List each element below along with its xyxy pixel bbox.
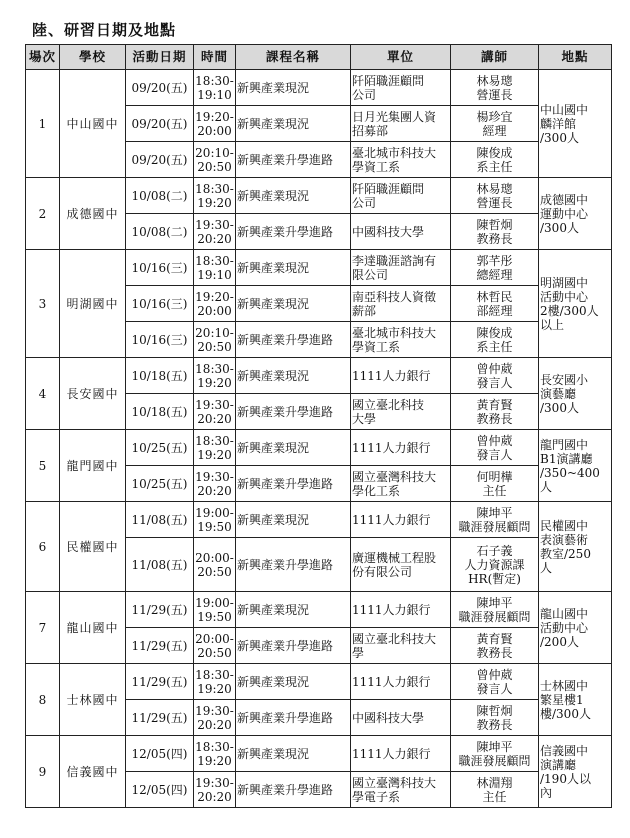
lecturer-cell <box>451 286 539 322</box>
lecturer-cell-text: 曾仲葳 發言人 <box>476 667 513 696</box>
date-cell-text: 12/05(四) <box>131 782 188 797</box>
date-cell <box>126 664 194 700</box>
location-cell <box>539 358 612 430</box>
location-cell <box>539 430 612 502</box>
date-cell <box>126 142 194 178</box>
course-cell <box>236 538 351 592</box>
time-cell <box>194 466 236 502</box>
date-cell <box>126 106 194 142</box>
header-lecturer: 講師 <box>451 45 539 70</box>
lecturer-cell-text: 林哲民 部經理 <box>476 289 513 318</box>
course-cell-text: 新興產業升學進路 <box>237 332 334 347</box>
session-cell <box>26 430 60 502</box>
lecturer-cell <box>451 430 539 466</box>
session-cell-text: 5 <box>38 458 47 473</box>
location-cell <box>539 736 612 808</box>
time-cell-text: 19:20- 20:00 <box>195 289 234 318</box>
course-cell-text: 新興產業現況 <box>237 440 310 455</box>
location-cell-text: 龍門國中 B1演講廳 /350~400 人 <box>540 437 600 494</box>
unit-cell-text: 1111人力銀行 <box>352 746 431 761</box>
unit-cell-text: 中國科技大學 <box>352 710 425 725</box>
session-cell-text: 7 <box>38 620 47 635</box>
course-cell-text: 新興產業升學進路 <box>237 152 334 167</box>
time-cell-text: 18:30- 19:20 <box>195 433 234 462</box>
unit-cell-text: 阡陌職涯顧問 公司 <box>352 73 425 102</box>
date-cell-text: 10/25(五) <box>131 476 188 491</box>
lecturer-cell-text: 黃育賢 教務長 <box>476 631 513 660</box>
lecturer-cell-text: 陳俊成 系主任 <box>476 325 513 354</box>
date-cell <box>126 628 194 664</box>
unit-cell <box>351 700 451 736</box>
time-cell-text: 19:30- 20:20 <box>195 469 234 498</box>
course-cell <box>236 736 351 772</box>
date-cell-text: 10/16(三) <box>131 260 188 275</box>
course-cell-text: 新興產業現況 <box>237 674 310 689</box>
unit-cell <box>351 142 451 178</box>
school-cell-text: 龍山國中 <box>66 620 119 635</box>
time-cell <box>194 322 236 358</box>
time-cell <box>194 70 236 106</box>
school-cell-text: 長安國中 <box>66 386 119 401</box>
time-cell <box>194 700 236 736</box>
location-cell-text: 信義國中 演講廳 /190人以 內 <box>540 743 591 800</box>
lecturer-cell <box>451 628 539 664</box>
time-cell-text: 18:30- 19:20 <box>195 181 234 210</box>
date-cell-text: 10/16(三) <box>131 332 188 347</box>
lecturer-cell <box>451 772 539 808</box>
date-cell-text: 09/20(五) <box>131 152 188 167</box>
lecturer-cell <box>451 664 539 700</box>
course-cell-text: 新興產業升學進路 <box>237 476 334 491</box>
date-cell <box>126 214 194 250</box>
date-cell-text: 11/29(五) <box>131 602 188 617</box>
lecturer-cell-text: 石子義 人力資源課 HR(暫定) <box>464 543 525 586</box>
lecturer-cell-text: 楊珍宜 經理 <box>476 109 513 138</box>
unit-cell-text: 廣運機械工程股 份有限公司 <box>352 550 437 579</box>
date-cell-text: 11/29(五) <box>131 674 188 689</box>
lecturer-cell <box>451 214 539 250</box>
date-cell-text: 10/25(五) <box>131 440 188 455</box>
school-cell <box>60 430 126 502</box>
course-cell <box>236 772 351 808</box>
time-cell-text: 19:30- 20:20 <box>195 397 234 426</box>
school-cell-text: 龍門國中 <box>66 458 119 473</box>
date-cell-text: 10/08(二) <box>131 188 188 203</box>
course-cell <box>236 70 351 106</box>
lecturer-cell-text: 林易璁 營運長 <box>476 181 513 210</box>
course-cell-text: 新興產業現況 <box>237 116 310 131</box>
unit-cell <box>351 286 451 322</box>
session-cell <box>26 358 60 430</box>
lecturer-cell <box>451 322 539 358</box>
time-cell-text: 19:00- 19:50 <box>195 505 234 534</box>
course-cell <box>236 700 351 736</box>
date-cell <box>126 538 194 592</box>
time-cell <box>194 592 236 628</box>
time-cell-text: 19:00- 19:50 <box>195 595 234 624</box>
time-cell <box>194 772 236 808</box>
date-cell <box>126 358 194 394</box>
school-cell-text: 士林國中 <box>66 692 119 707</box>
location-cell-text: 明湖國中 活動中心 2樓/300人 以上 <box>540 275 599 332</box>
unit-cell <box>351 322 451 358</box>
location-cell-text: 士林國中 繁星樓1 樓/300人 <box>540 678 591 721</box>
lecturer-cell-text: 何明樺 主任 <box>476 469 513 498</box>
lecturer-cell-text: 陳俊成 系主任 <box>476 145 513 174</box>
unit-cell-text: 1111人力銀行 <box>352 368 431 383</box>
time-cell-text: 18:30- 19:20 <box>195 361 234 390</box>
lecturer-cell-text: 陳哲炯 教務長 <box>476 703 513 732</box>
location-cell-text: 民權國中 表演藝術 教室/250 人 <box>540 518 591 575</box>
unit-cell-text: 1111人力銀行 <box>352 674 431 689</box>
session-cell <box>26 592 60 664</box>
unit-cell <box>351 772 451 808</box>
table-row <box>26 430 612 466</box>
time-cell-text: 19:30- 20:20 <box>195 217 234 246</box>
time-cell <box>194 250 236 286</box>
school-cell <box>60 250 126 358</box>
session-cell-text: 8 <box>38 692 47 707</box>
course-cell-text: 新興產業升學進路 <box>237 782 334 797</box>
time-cell-text: 20:10- 20:50 <box>195 325 234 354</box>
lecturer-cell <box>451 358 539 394</box>
date-cell-text: 10/08(二) <box>131 224 188 239</box>
course-cell <box>236 178 351 214</box>
time-cell-text: 20:00- 20:50 <box>195 550 234 579</box>
course-cell <box>236 466 351 502</box>
lecturer-cell-text: 曾仲葳 發言人 <box>476 361 513 390</box>
unit-cell-text: 南亞科技人資徵 薪部 <box>352 289 437 318</box>
lecturer-cell-text: 曾仲葳 發言人 <box>476 433 513 462</box>
course-cell-text: 新興產業升學進路 <box>237 404 334 419</box>
lecturer-cell <box>451 394 539 430</box>
unit-cell-text: 國立臺灣科技大 學電子系 <box>352 775 437 804</box>
lecturer-cell <box>451 538 539 592</box>
location-cell <box>539 592 612 664</box>
time-cell <box>194 106 236 142</box>
school-cell <box>60 178 126 250</box>
schedule-body <box>26 70 612 808</box>
course-cell <box>236 286 351 322</box>
course-cell-text: 新興產業升學進路 <box>237 557 334 572</box>
time-cell <box>194 178 236 214</box>
course-cell-text: 新興產業現況 <box>237 602 310 617</box>
lecturer-cell-text: 黃育賢 教務長 <box>476 397 513 426</box>
unit-cell-text: 臺北城市科技大 學資工系 <box>352 325 437 354</box>
date-cell <box>126 772 194 808</box>
unit-cell <box>351 628 451 664</box>
location-cell-text: 龍山國中 活動中心 /200人 <box>540 606 589 649</box>
time-cell <box>194 394 236 430</box>
lecturer-cell <box>451 178 539 214</box>
course-cell <box>236 322 351 358</box>
section-title: 陸、研習日期及地點 <box>32 21 177 39</box>
lecturer-cell <box>451 250 539 286</box>
location-cell <box>539 178 612 250</box>
time-cell <box>194 538 236 592</box>
location-cell-text: 長安國小 演藝廳 /300人 <box>540 372 589 415</box>
lecturer-cell-text: 陳坤平 職涯發展顧問 <box>458 739 531 768</box>
lecturer-cell-text: 陳哲炯 教務長 <box>476 217 513 246</box>
date-cell <box>126 502 194 538</box>
table-row <box>26 250 612 286</box>
schedule-table <box>25 44 612 808</box>
school-cell <box>60 502 126 592</box>
session-cell-text: 1 <box>38 116 47 131</box>
date-cell <box>126 286 194 322</box>
time-cell <box>194 628 236 664</box>
session-cell <box>26 664 60 736</box>
date-cell <box>126 466 194 502</box>
time-cell-text: 19:30- 20:20 <box>195 775 234 804</box>
unit-cell-text: 國立臺北科技大 學 <box>352 631 437 660</box>
unit-cell <box>351 70 451 106</box>
lecturer-cell <box>451 700 539 736</box>
unit-cell <box>351 736 451 772</box>
course-cell-text: 新興產業現況 <box>237 368 310 383</box>
header-unit: 單位 <box>351 45 451 70</box>
header-course: 課程名稱 <box>236 45 351 70</box>
school-cell <box>60 592 126 664</box>
time-cell-text: 18:30- 19:10 <box>195 73 234 102</box>
school-cell <box>60 358 126 430</box>
header-session: 場次 <box>26 45 60 70</box>
course-cell-text: 新興產業現況 <box>237 188 310 203</box>
unit-cell-text: 1111人力銀行 <box>352 512 431 527</box>
course-cell-text: 新興產業升學進路 <box>237 224 334 239</box>
course-cell <box>236 250 351 286</box>
course-cell <box>236 394 351 430</box>
unit-cell <box>351 664 451 700</box>
date-cell-text: 09/20(五) <box>131 80 188 95</box>
date-cell-text: 10/18(五) <box>131 404 188 419</box>
time-cell-text: 20:10- 20:50 <box>195 145 234 174</box>
session-cell-text: 6 <box>38 539 47 554</box>
date-cell-text: 11/29(五) <box>131 710 188 725</box>
unit-cell <box>351 394 451 430</box>
time-cell <box>194 502 236 538</box>
lecturer-cell-text: 陳坤平 職涯發展顧問 <box>458 505 531 534</box>
course-cell <box>236 502 351 538</box>
unit-cell <box>351 358 451 394</box>
unit-cell <box>351 538 451 592</box>
session-cell <box>26 502 60 592</box>
unit-cell <box>351 178 451 214</box>
course-cell-text: 新興產業升學進路 <box>237 638 334 653</box>
date-cell-text: 11/08(五) <box>131 557 188 572</box>
course-cell <box>236 214 351 250</box>
course-cell <box>236 628 351 664</box>
table-row <box>26 502 612 538</box>
time-cell <box>194 286 236 322</box>
lecturer-cell <box>451 502 539 538</box>
course-cell-text: 新興產業現況 <box>237 260 310 275</box>
header-row <box>26 45 612 70</box>
school-cell-text: 民權國中 <box>66 539 119 554</box>
school-cell <box>60 70 126 178</box>
location-cell-text: 中山國中 麟洋館 /300人 <box>540 102 589 145</box>
lecturer-cell <box>451 466 539 502</box>
course-cell-text: 新興產業升學進路 <box>237 710 334 725</box>
date-cell <box>126 394 194 430</box>
unit-cell-text: 阡陌職涯顧問 公司 <box>352 181 425 210</box>
table-row <box>26 178 612 214</box>
unit-cell-text: 李達職涯諮詢有 限公司 <box>352 253 437 282</box>
time-cell <box>194 430 236 466</box>
date-cell <box>126 70 194 106</box>
unit-cell <box>351 214 451 250</box>
date-cell-text: 11/08(五) <box>131 512 188 527</box>
unit-cell <box>351 430 451 466</box>
course-cell <box>236 358 351 394</box>
header-time: 時間 <box>194 45 236 70</box>
date-cell-text: 10/18(五) <box>131 368 188 383</box>
unit-cell-text: 國立臺灣科技大 學化工系 <box>352 469 437 498</box>
lecturer-cell <box>451 70 539 106</box>
school-cell <box>60 664 126 736</box>
header-date: 活動日期 <box>126 45 194 70</box>
unit-cell-text: 日月光集團人資 招募部 <box>352 109 437 138</box>
time-cell <box>194 664 236 700</box>
lecturer-cell-text: 陳坤平 職涯發展顧問 <box>458 595 531 624</box>
date-cell-text: 11/29(五) <box>131 638 188 653</box>
location-cell <box>539 250 612 358</box>
table-row <box>26 592 612 628</box>
session-cell-text: 4 <box>38 386 47 401</box>
date-cell <box>126 736 194 772</box>
date-cell <box>126 250 194 286</box>
session-cell-text: 3 <box>38 296 47 311</box>
table-row <box>26 664 612 700</box>
unit-cell <box>351 106 451 142</box>
lecturer-cell-text: 郭芊彤 總經理 <box>476 253 513 282</box>
location-cell-text: 成德國中 運動中心 /300人 <box>540 192 589 235</box>
session-cell <box>26 250 60 358</box>
unit-cell-text: 中國科技大學 <box>352 224 425 239</box>
school-cell-text: 信義國中 <box>66 764 119 779</box>
session-cell-text: 9 <box>38 764 47 779</box>
time-cell <box>194 214 236 250</box>
unit-cell-text: 臺北城市科技大 學資工系 <box>352 145 437 174</box>
date-cell <box>126 322 194 358</box>
date-cell <box>126 592 194 628</box>
unit-cell <box>351 250 451 286</box>
date-cell-text: 10/16(三) <box>131 296 188 311</box>
date-cell <box>126 700 194 736</box>
course-cell <box>236 430 351 466</box>
lecturer-cell <box>451 592 539 628</box>
header-school: 學校 <box>60 45 126 70</box>
course-cell <box>236 664 351 700</box>
course-cell-text: 新興產業現況 <box>237 80 310 95</box>
time-cell-text: 19:30- 20:20 <box>195 703 234 732</box>
time-cell-text: 18:30- 19:20 <box>195 739 234 768</box>
session-cell <box>26 70 60 178</box>
session-cell <box>26 736 60 808</box>
session-cell <box>26 178 60 250</box>
course-cell <box>236 592 351 628</box>
time-cell-text: 20:00- 20:50 <box>195 631 234 660</box>
date-cell-text: 09/20(五) <box>131 116 188 131</box>
lecturer-cell <box>451 106 539 142</box>
date-cell-text: 12/05(四) <box>131 746 188 761</box>
course-cell <box>236 142 351 178</box>
location-cell <box>539 664 612 736</box>
time-cell-text: 18:30- 19:20 <box>195 667 234 696</box>
school-cell-text: 成德國中 <box>66 206 119 221</box>
date-cell <box>126 430 194 466</box>
lecturer-cell-text: 林淵翔 主任 <box>476 775 513 804</box>
date-cell <box>126 178 194 214</box>
time-cell-text: 18:30- 19:10 <box>195 253 234 282</box>
table-row <box>26 70 612 106</box>
lecturer-cell <box>451 736 539 772</box>
school-cell-text: 中山國中 <box>66 116 119 131</box>
school-cell-text: 明湖國中 <box>66 296 119 311</box>
course-cell <box>236 106 351 142</box>
session-cell-text: 2 <box>38 206 47 221</box>
time-cell <box>194 736 236 772</box>
course-cell-text: 新興產業現況 <box>237 746 310 761</box>
course-cell-text: 新興產業現況 <box>237 512 310 527</box>
school-cell <box>60 736 126 808</box>
course-cell-text: 新興產業現況 <box>237 296 310 311</box>
lecturer-cell-text: 林易璁 營運長 <box>476 73 513 102</box>
lecturer-cell <box>451 142 539 178</box>
unit-cell <box>351 592 451 628</box>
unit-cell-text: 1111人力銀行 <box>352 602 431 617</box>
location-cell <box>539 502 612 592</box>
table-row <box>26 736 612 772</box>
unit-cell <box>351 466 451 502</box>
header-location: 地點 <box>539 45 612 70</box>
table-row <box>26 358 612 394</box>
time-cell <box>194 358 236 394</box>
unit-cell <box>351 502 451 538</box>
unit-cell-text: 國立臺北科技 大學 <box>352 397 425 426</box>
location-cell <box>539 70 612 178</box>
time-cell <box>194 142 236 178</box>
unit-cell-text: 1111人力銀行 <box>352 440 431 455</box>
time-cell-text: 19:20- 20:00 <box>195 109 234 138</box>
